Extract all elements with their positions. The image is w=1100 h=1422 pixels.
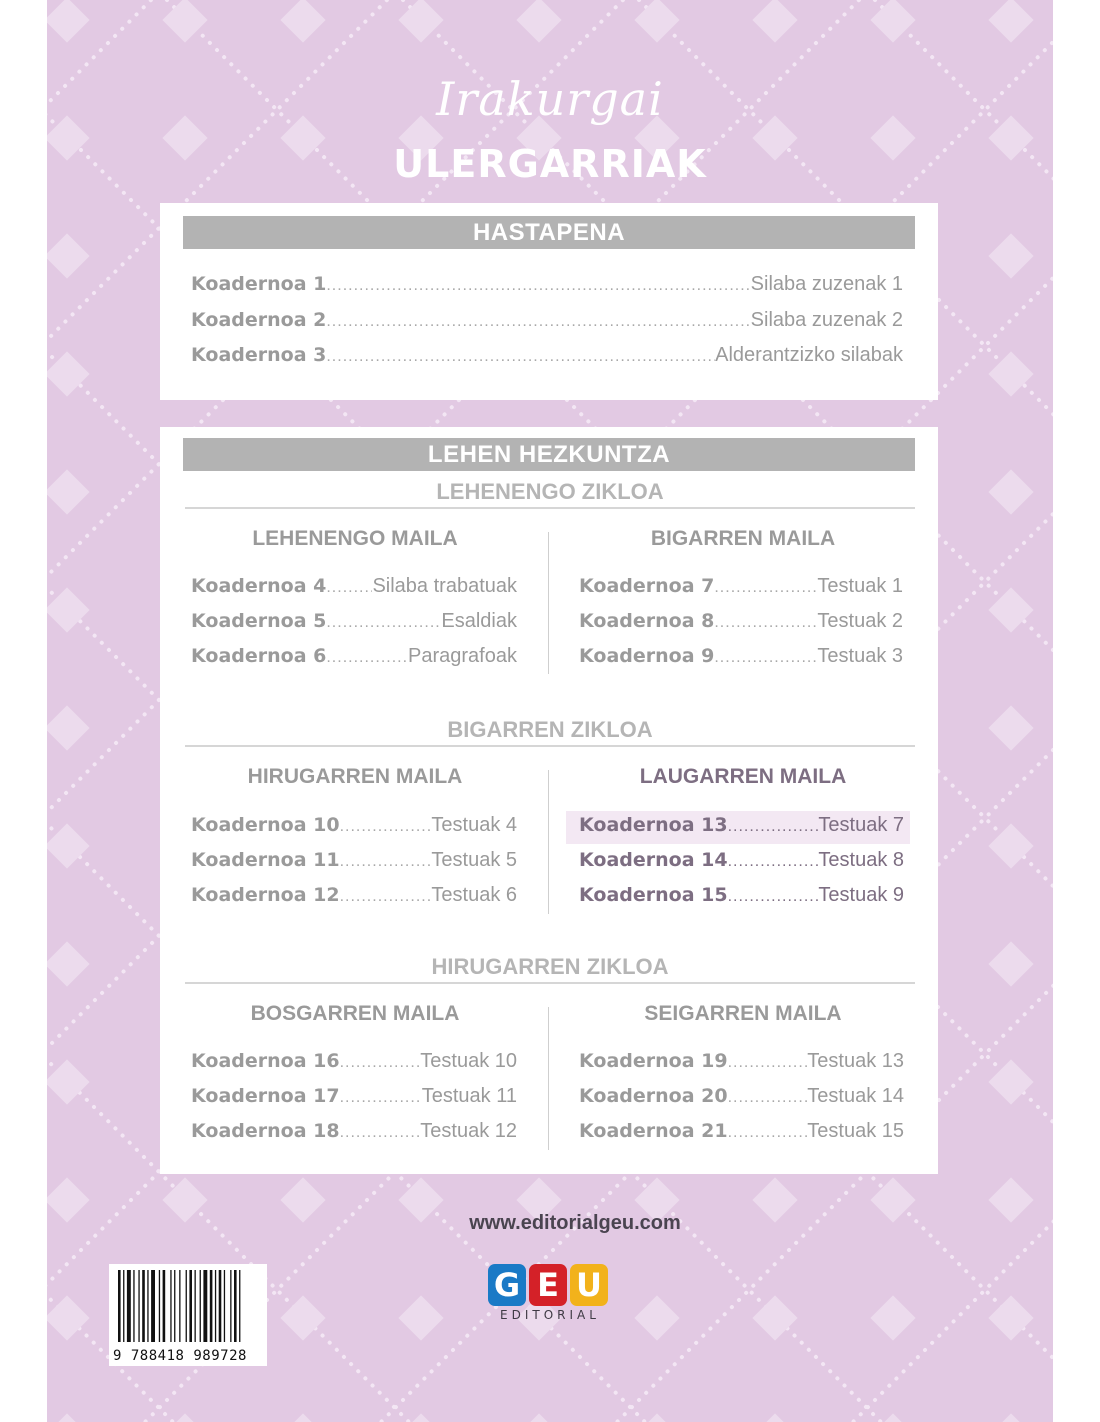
notebook-label: Koadernoa 20 [579, 1085, 728, 1107]
notebook-label: Koadernoa 16 [191, 1050, 340, 1072]
diamond-shape [398, 1295, 443, 1340]
notebook-title: Testuak 8 [818, 849, 904, 871]
column-divider [548, 1007, 549, 1150]
hastapena-panel [160, 203, 938, 400]
notebook-label: Koadernoa 4 [191, 575, 327, 597]
list-item [191, 610, 517, 640]
notebook-title: Testuak 9 [818, 884, 904, 906]
barcode-bar [186, 1270, 187, 1342]
dot-leader [340, 853, 432, 871]
list-item [579, 1085, 904, 1115]
list-item [191, 814, 517, 844]
barcode-bar [138, 1270, 139, 1342]
list-item [579, 645, 903, 675]
notebook-title: Silaba zuzenak 2 [750, 309, 903, 331]
cycle-title: LEHENENGO ZIKLOA [185, 479, 915, 509]
barcode-bar [179, 1270, 180, 1342]
notebook-title: Testuak 1 [817, 575, 903, 597]
isbn-number: 9 788418 989728 [113, 1348, 247, 1364]
diamond-shape [516, 1413, 561, 1422]
notebook-title: Testuak 13 [807, 1050, 904, 1072]
diamond-shape [988, 941, 1033, 986]
barcode-bar [174, 1270, 175, 1342]
notebook-label: Koadernoa 11 [191, 849, 340, 871]
column-divider [548, 532, 549, 674]
list-item [579, 884, 904, 914]
notebook-title: Testuak 3 [817, 645, 903, 667]
list-item [191, 575, 517, 605]
notebook-label: Koadernoa 6 [191, 645, 327, 667]
notebook-label: Koadernoa 18 [191, 1120, 340, 1142]
notebook-label: Koadernoa 10 [191, 814, 340, 836]
list-item [191, 1120, 517, 1150]
dot-leader [340, 888, 432, 906]
notebook-title: Testuak 4 [431, 814, 517, 836]
diamond-shape [752, 1413, 797, 1422]
notebook-label: Koadernoa 9 [579, 645, 715, 667]
barcode-bar [151, 1270, 155, 1342]
list-item [579, 1120, 904, 1150]
notebook-title: Alderantzizko silabak [715, 344, 903, 366]
diamond-shape [752, 0, 797, 43]
diamond-shape [47, 1295, 90, 1340]
notebook-label: Koadernoa 15 [579, 884, 728, 906]
dot-leader [326, 649, 408, 667]
barcode-bar [142, 1270, 145, 1342]
notebook-title: Testuak 14 [807, 1085, 904, 1107]
diamond-shape [870, 1413, 915, 1422]
barcode-bar [170, 1270, 171, 1342]
diamond-shape [988, 233, 1033, 278]
notebook-label: Koadernoa 19 [579, 1050, 728, 1072]
barcode-bar [118, 1270, 121, 1342]
dot-leader [728, 888, 819, 906]
diamond-shape [47, 1059, 90, 1104]
dot-leader [728, 853, 819, 871]
barcode-bar [239, 1270, 240, 1342]
diamond-shape [634, 1295, 679, 1340]
notebook-title: Testuak 7 [818, 814, 904, 836]
barcode-icon [118, 1270, 260, 1342]
barcode-bar [195, 1270, 196, 1342]
diamond-shape [516, 0, 561, 43]
list-item [191, 849, 517, 879]
grade-title: SEIGARREN MAILA [644, 1002, 842, 1025]
barcode-bar [159, 1270, 160, 1342]
notebook-label: Koadernoa 8 [579, 610, 715, 632]
diamond-shape [280, 1413, 325, 1422]
dot-leader [340, 818, 432, 836]
barcode-bar [127, 1270, 131, 1342]
barcode-bar [200, 1270, 201, 1342]
barcode-bar [215, 1270, 216, 1342]
barcode-bar [147, 1270, 148, 1342]
notebook-label: Koadernoa 1 [191, 273, 327, 295]
notebook-title: Silaba trabatuak [372, 575, 517, 597]
logo-subtitle: EDITORIAL [500, 1308, 600, 1322]
notebook-title: Silaba zuzenak 1 [750, 273, 903, 295]
notebook-title: Testuak 11 [421, 1085, 517, 1107]
barcode-bar [210, 1270, 213, 1342]
hastapena-header: HASTAPENA [183, 216, 915, 249]
barcode-bar [230, 1270, 231, 1342]
list-item [191, 344, 903, 374]
notebook-label: Koadernoa 12 [191, 884, 340, 906]
grade-title: LEHENENGO MAILA [252, 527, 458, 550]
diamond-shape [47, 469, 90, 514]
dot-leader [728, 1089, 808, 1107]
diamond-shape [47, 705, 90, 750]
notebook-title: Testuak 5 [431, 849, 517, 871]
dot-leader [326, 313, 750, 331]
diamond-shape [870, 1295, 915, 1340]
logo-letter-g: G [488, 1264, 526, 1306]
dot-leader [326, 348, 715, 366]
dot-leader [714, 614, 817, 632]
grade-title: BOSGARREN MAILA [250, 1002, 460, 1025]
notebook-title: Testuak 15 [807, 1120, 904, 1142]
book-back-cover [47, 0, 1053, 1422]
diamond-shape [634, 1413, 679, 1422]
column-divider [548, 770, 549, 914]
list-item [579, 575, 903, 605]
diamond-shape [988, 1413, 1033, 1422]
notebook-label: Koadernoa 7 [579, 575, 715, 597]
lehen-hezkuntza-header: LEHEN HEZKUNTZA [183, 438, 915, 471]
list-item [579, 610, 903, 640]
dot-leader [340, 1089, 422, 1107]
diamond-shape [280, 1295, 325, 1340]
series-title-main: ULERGARRIAK [393, 142, 707, 186]
logo-letter-u: U [570, 1264, 608, 1306]
notebook-label: Koadernoa 2 [191, 309, 327, 331]
notebook-label: Koadernoa 5 [191, 610, 327, 632]
barcode-bar [219, 1270, 222, 1342]
dot-leader [326, 579, 372, 597]
barcode-bar [203, 1270, 207, 1342]
notebook-label: Koadernoa 21 [579, 1120, 728, 1142]
diamond-shape [47, 1413, 90, 1422]
barcode-bar [133, 1270, 134, 1342]
isbn-barcode [109, 1264, 267, 1366]
list-item [579, 1050, 904, 1080]
dot-leader [326, 277, 750, 295]
notebook-title: Testuak 6 [431, 884, 517, 906]
barcode-bar [123, 1270, 124, 1342]
notebook-title: Testuak 10 [420, 1050, 517, 1072]
dot-leader [714, 649, 817, 667]
list-item-current [566, 811, 910, 844]
publisher-website-link[interactable]: www.editorialgeu.com [469, 1212, 681, 1234]
diamond-shape [398, 1413, 443, 1422]
cycle-title: HIRUGARREN ZIKLOA [185, 954, 915, 984]
dot-leader [728, 818, 819, 836]
dot-leader [326, 614, 441, 632]
notebook-label: Koadernoa 14 [579, 849, 728, 871]
list-item [191, 309, 903, 339]
diamond-shape [162, 1413, 207, 1422]
diamond-shape [988, 0, 1033, 43]
list-item [191, 273, 903, 303]
diamond-shape [47, 941, 90, 986]
logo-letter-e: E [529, 1264, 567, 1306]
list-item [191, 1085, 517, 1115]
list-item [579, 849, 904, 879]
barcode-bar [163, 1270, 166, 1342]
notebook-title: Esaldiak [441, 610, 517, 632]
dot-leader [340, 1124, 421, 1142]
dot-leader [714, 579, 817, 597]
notebook-title: Testuak 2 [817, 610, 903, 632]
geu-editorial-logo [488, 1264, 612, 1322]
diamond-shape [752, 1295, 797, 1340]
dot-leader [728, 1054, 808, 1072]
dot-leader [340, 1054, 421, 1072]
diamond-shape [280, 0, 325, 43]
dot-leader [728, 1124, 808, 1142]
notebook-title: Paragrafoak [408, 645, 517, 667]
notebook-title: Testuak 12 [420, 1120, 517, 1142]
diamond-shape [988, 705, 1033, 750]
barcode-bar [189, 1270, 192, 1342]
grade-title-highlighted: LAUGARREN MAILA [639, 765, 847, 788]
grade-title: HIRUGARREN MAILA [247, 765, 463, 788]
notebook-label: Koadernoa 3 [191, 344, 327, 366]
notebook-label: Koadernoa 13 [579, 814, 728, 836]
list-item [191, 1050, 517, 1080]
diamond-shape [47, 233, 90, 278]
diamond-shape [47, 587, 90, 632]
notebook-label: Koadernoa 17 [191, 1085, 340, 1107]
diamond-shape [988, 1295, 1033, 1340]
diamond-shape [988, 469, 1033, 514]
diamond-shape [47, 823, 90, 868]
grade-title: BIGARREN MAILA [650, 527, 836, 550]
list-item [191, 884, 517, 914]
lehen-hezkuntza-panel [160, 427, 938, 1174]
cycle-title: BIGARREN ZIKLOA [185, 717, 915, 747]
barcode-bar [224, 1270, 225, 1342]
list-item [191, 645, 517, 675]
barcode-bar [234, 1270, 237, 1342]
series-title-script: Irakurgai [436, 72, 664, 126]
diamond-shape [47, 0, 90, 43]
